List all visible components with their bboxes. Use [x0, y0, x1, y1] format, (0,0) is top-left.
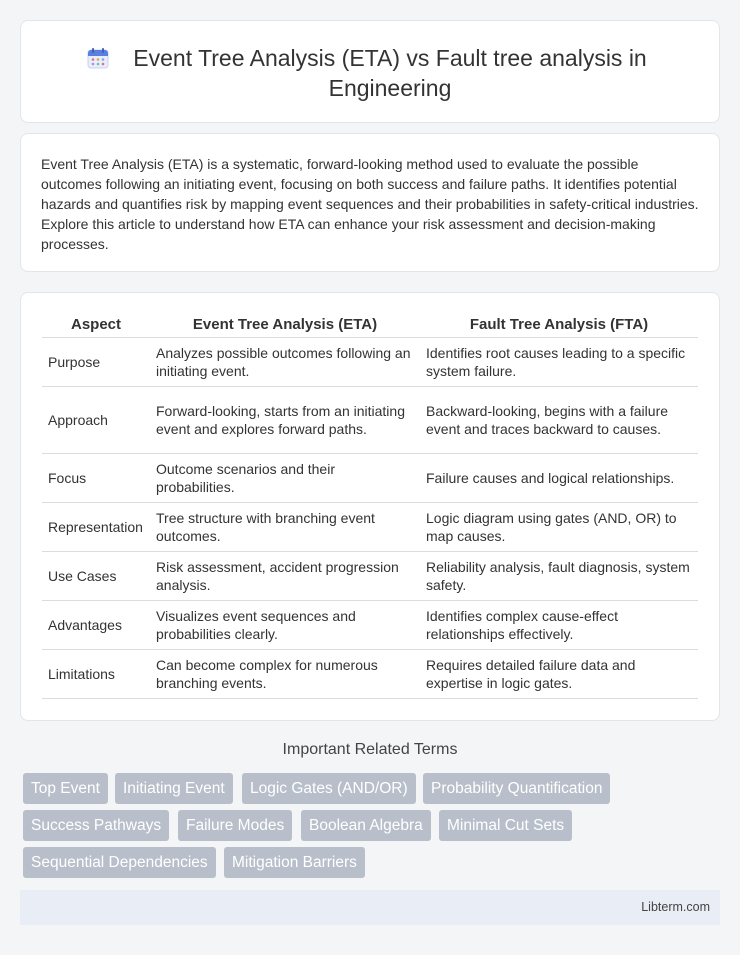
table-row — [42, 502, 698, 551]
comparison-table — [42, 313, 698, 699]
cell-fta: Identifies complex cause-effect relationships effectively. — [420, 600, 698, 649]
cell-aspect: Advantages — [42, 600, 150, 649]
comparison-card — [20, 292, 720, 721]
related-terms-title: Important Related Terms — [282, 741, 458, 758]
cell-fta: Requires detailed failure data and expertise in logic gates. — [420, 649, 698, 698]
cell-eta: Forward-looking, starts from an initiating event and explores forward paths. — [150, 386, 420, 453]
tag-initiating-event[interactable]: Initiating Event — [115, 773, 233, 804]
intro-card — [20, 133, 720, 272]
header-eta: Event Tree Analysis (ETA) — [150, 313, 420, 337]
tag-success-pathways[interactable]: Success Pathways — [23, 810, 169, 841]
cell-fta: Reliability analysis, fault diagnosis, system safety. — [420, 551, 698, 600]
tag-mitigation-barriers[interactable]: Mitigation Barriers — [224, 847, 365, 878]
tag-top-event[interactable]: Top Event — [23, 773, 108, 804]
cell-fta: Backward-looking, begins with a failure event and traces backward to causes. — [420, 386, 698, 453]
tag-logic-gates[interactable]: Logic Gates (AND/OR) — [242, 773, 416, 804]
intro-paragraph: Event Tree Analysis (ETA) is a systematic, forward-looking method used to evaluate the possible outcomes following an initiating event, focusing on both success and failure paths. It identifies potential hazards and quantifies risk by mapping event sequences and their probabilities in safety-critical industries. Explore this article to understand how ETA can enhance your risk assessment and decision-making processes. — [41, 156, 699, 252]
table-header-row — [42, 313, 698, 337]
tag-boolean-algebra[interactable]: Boolean Algebra — [301, 810, 431, 841]
cell-eta: Can become complex for numerous branching events. — [150, 649, 420, 698]
table-row — [42, 649, 698, 698]
tag-failure-modes[interactable]: Failure Modes — [178, 810, 292, 841]
header-fta: Fault Tree Analysis (FTA) — [420, 313, 698, 337]
tag-probability-quantification[interactable]: Probability Quantification — [423, 773, 610, 804]
cell-eta: Tree structure with branching event outcomes. — [150, 502, 420, 551]
cell-aspect: Limitations — [42, 649, 150, 698]
page-title: Event Tree Analysis (ETA) vs Fault tree analysis in Engineering — [133, 45, 647, 101]
cell-aspect: Approach — [42, 386, 150, 453]
cell-aspect: Use Cases — [42, 551, 150, 600]
cell-fta: Logic diagram using gates (AND, OR) to map causes. — [420, 502, 698, 551]
cell-eta: Visualizes event sequences and probabilities clearly. — [150, 600, 420, 649]
header-card — [20, 20, 720, 123]
cell-aspect: Representation — [42, 502, 150, 551]
table-row — [42, 453, 698, 502]
cell-fta: Failure causes and logical relationships. — [420, 453, 698, 502]
cell-eta: Risk assessment, accident progression analysis. — [150, 551, 420, 600]
cell-aspect: Focus — [42, 453, 150, 502]
table-row — [42, 600, 698, 649]
tag-sequential-dependencies[interactable]: Sequential Dependencies — [23, 847, 216, 878]
table-row — [42, 337, 698, 386]
cell-aspect: Purpose — [42, 337, 150, 386]
footer-site-link[interactable]: Libterm.com — [641, 900, 710, 914]
tag-minimal-cut-sets[interactable]: Minimal Cut Sets — [439, 810, 572, 841]
table-row — [42, 386, 698, 453]
cell-eta: Analyzes possible outcomes following an initiating event. — [150, 337, 420, 386]
table-row — [42, 551, 698, 600]
cell-fta: Identifies root causes leading to a specific system failure. — [420, 337, 698, 386]
cell-eta: Outcome scenarios and their probabilities. — [150, 453, 420, 502]
footer — [20, 890, 720, 925]
header-aspect: Aspect — [42, 313, 150, 337]
